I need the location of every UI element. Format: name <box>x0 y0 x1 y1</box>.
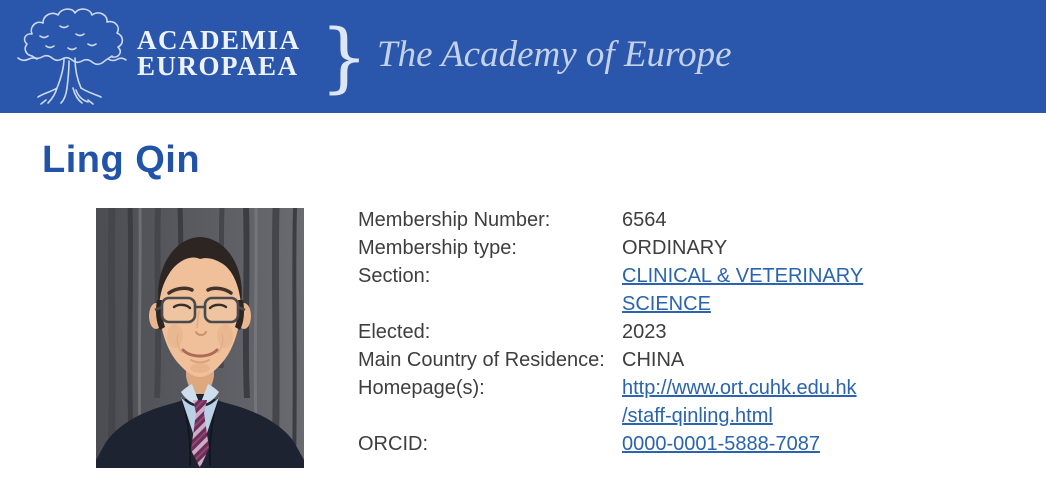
detail-label: Homepage(s): <box>358 377 485 399</box>
detail-row-country <box>358 346 903 374</box>
homepage-link[interactable]: http:​/​/www.ort.cuhk.edu.hk​/staff-qinling.html <box>622 377 857 427</box>
logo-brace: } <box>320 12 369 101</box>
detail-label: ORCID: <box>358 433 428 455</box>
elected-value: 2023 <box>622 321 667 343</box>
site-header <box>0 0 1046 113</box>
detail-label: Section: <box>358 265 431 287</box>
member-portrait-photo <box>96 208 304 468</box>
section-link[interactable]: CLINICAL & VETERINARY SCIENCE <box>622 265 864 315</box>
detail-label: Membership type: <box>358 237 517 259</box>
detail-row-orcid <box>358 430 903 458</box>
logo-wordmark-line1: ACADEMIA <box>137 25 301 55</box>
member-details-table <box>358 206 903 458</box>
detail-label: Elected: <box>358 321 431 343</box>
country-value: CHINA <box>622 349 685 371</box>
page-title: Ling Qin <box>42 139 201 181</box>
logo-wordmark <box>137 27 301 79</box>
membership-type-value: ORDINARY <box>622 237 728 259</box>
logo-wordmark-line2: EUROPAEA <box>137 51 299 81</box>
header-tagline: The Academy of Europe <box>377 34 732 75</box>
membership-number-value: 6564 <box>622 209 667 231</box>
academia-europaea-tree-icon <box>16 6 128 106</box>
header-logo[interactable] <box>0 0 800 113</box>
detail-row-membership-number <box>358 206 903 234</box>
portrait-illustration <box>96 208 304 468</box>
orcid-link[interactable]: 0000-0001-5888-7087 <box>622 433 820 455</box>
detail-label: Membership Number: <box>358 209 551 231</box>
detail-label: Main Country of Residence: <box>358 349 605 371</box>
detail-row-elected <box>358 318 903 346</box>
detail-row-membership-type <box>358 234 903 262</box>
detail-row-homepage <box>358 374 903 430</box>
detail-row-section <box>358 262 903 318</box>
